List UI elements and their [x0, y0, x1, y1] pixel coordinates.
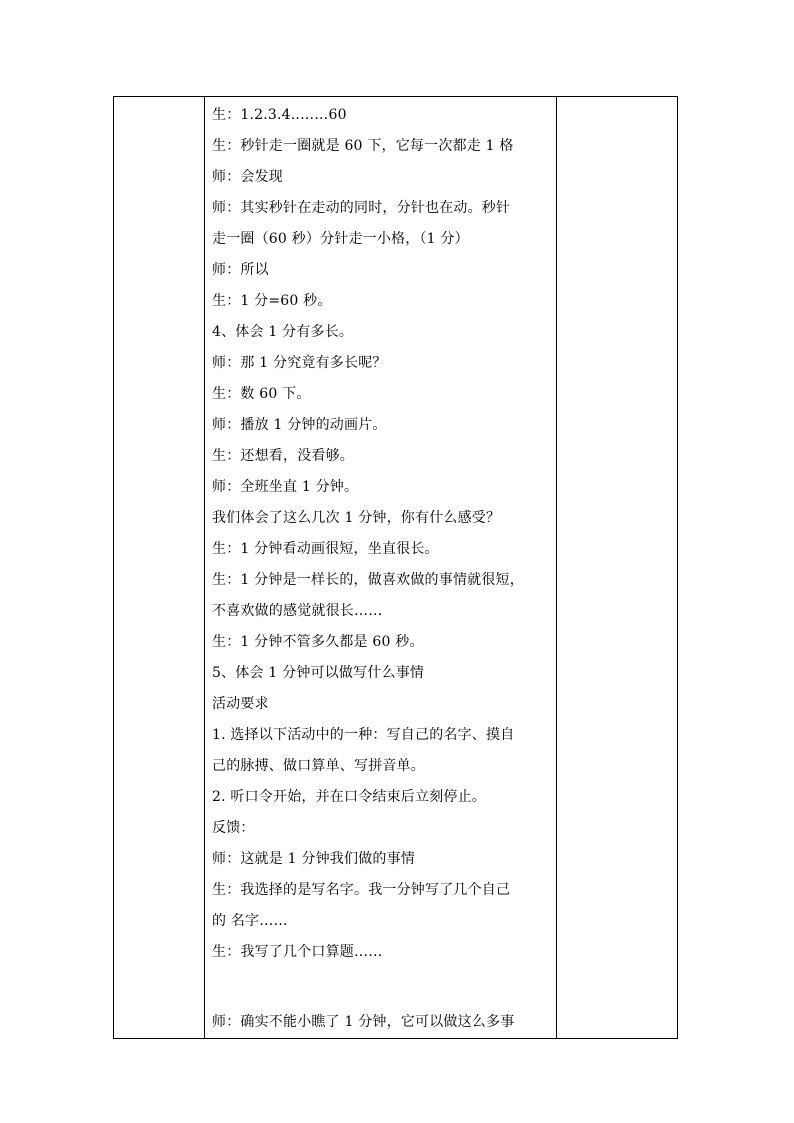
text-line: 师：播放 1 分钟的动画片。 [212, 417, 387, 433]
text-line [212, 968, 556, 1007]
text-line: 生：还想看，没看够。 [212, 448, 354, 464]
text-line: 生：我写了几个口算题…… [212, 944, 383, 960]
text-line: 1. 选择以下活动中的一种：写自己的名字、摸自 [212, 727, 515, 743]
text-line: 4、体会 1 分有多长。 [212, 324, 354, 340]
text-line: 生：1.2.3.4..……60 [212, 107, 347, 123]
lesson-table [113, 96, 678, 1039]
lesson-text [205, 97, 556, 1038]
text-line: 走一圈（60 秒）分针走一小格，（1 分） [212, 231, 469, 247]
text-line: 反馈： [212, 820, 255, 836]
text-line: 师：那 1 分究竟有多长呢？ [212, 355, 387, 371]
text-line: 师：确实不能小瞧了 1 分钟，它可以做这么多事 [212, 1014, 515, 1030]
text-line: 生：1 分钟不管多久都是 60 秒。 [212, 634, 424, 650]
content-cell [205, 97, 557, 1039]
text-line: 5、体会 1 分钟可以做写什么事情 [212, 665, 425, 681]
text-line: 活动要求 [212, 696, 269, 712]
text-line: 师：会发现 [212, 169, 283, 185]
text-line: 生：1 分=60 秒。 [212, 293, 332, 309]
text-line: 师：全班坐直 1 分钟。 [212, 479, 359, 495]
left-cell [114, 97, 205, 1039]
text-line: 2. 听口令开始，并在口令结束后立刻停止。 [212, 789, 487, 805]
text-line: 师：这就是 1 分钟我们做的事情 [212, 851, 416, 867]
text-line: 我们体会了这么几次 1 分钟，你有什么感受？ [212, 510, 501, 526]
text-line: 师：所以 [212, 262, 269, 278]
text-line: 生：1 分钟是一样长的，做喜欢做的事情就很短， [212, 572, 524, 588]
text-line: 生：秒针走一圈就是 60 下，它每一次都走 1 格 [212, 138, 514, 154]
text-line: 己的脉搏、做口算单、写拼音单。 [212, 758, 425, 774]
text-line: 不喜欢做的感觉就很长…… [212, 603, 383, 619]
text-line: 师：其实秒针在走动的同时，分针也在动。秒针 [212, 200, 511, 216]
text-line: 生：数 60 下。 [212, 386, 311, 402]
text-line: 生：1 分钟看动画很短，坐直很长。 [212, 541, 439, 557]
text-line: 的 名字…… [212, 913, 288, 929]
right-cell [557, 97, 678, 1039]
table-row [114, 97, 678, 1039]
text-line: 生：我选择的是写名字。我一分钟写了几个自己 [212, 882, 511, 898]
